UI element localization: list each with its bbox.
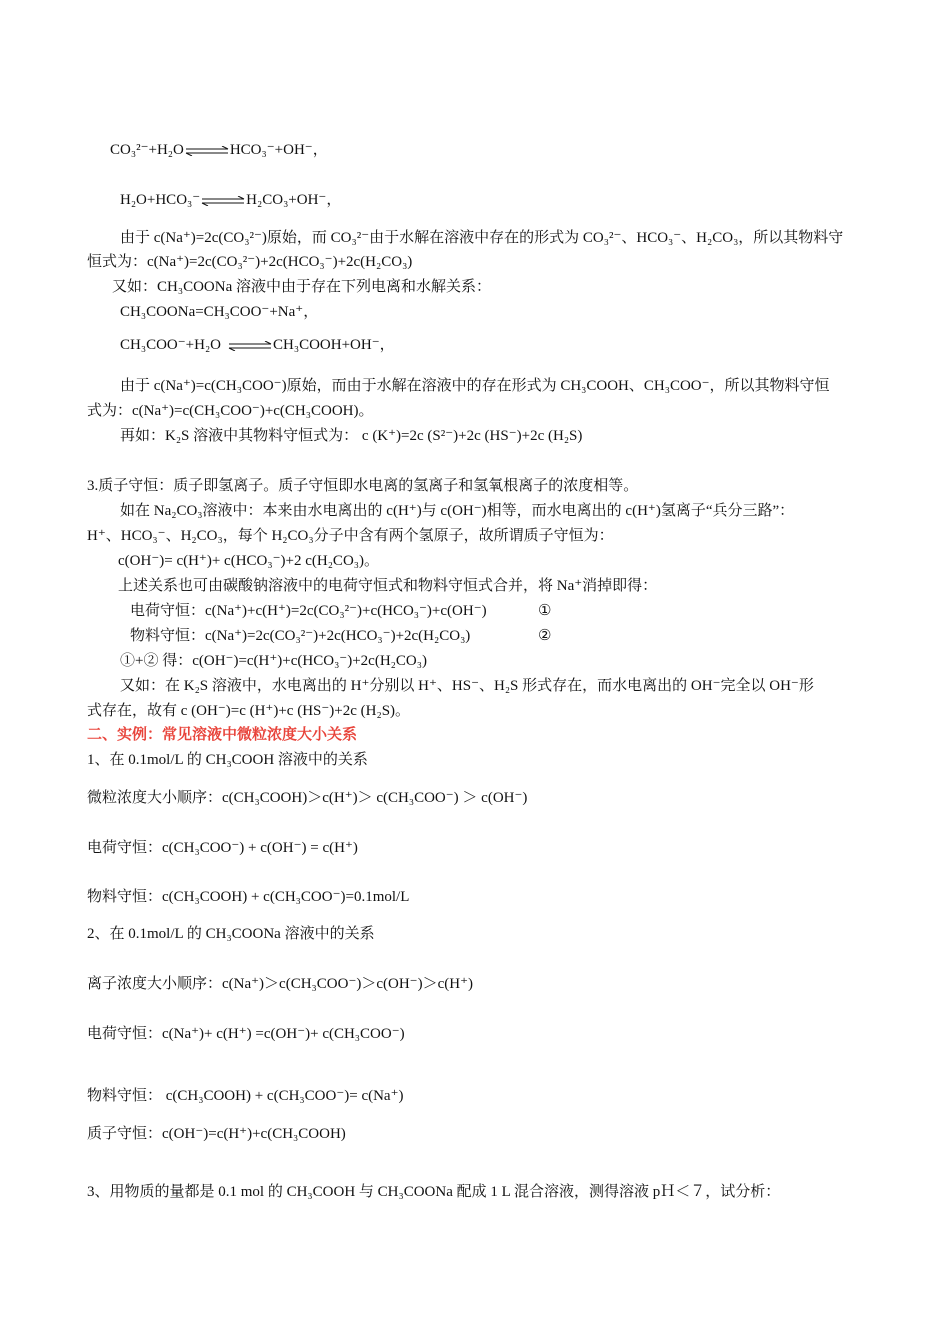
equation-left: CH₃COO⁻+H₂O bbox=[120, 337, 222, 353]
equation-number-1: ① bbox=[538, 603, 552, 619]
equation-na2co3-proton: c(OH⁻)= c(H⁺)+ c(HCO₃⁻)+2 c(H₂CO₃)。 bbox=[118, 553, 379, 569]
equation-acetate-hydrolysis bbox=[120, 335, 395, 355]
equation-number-2: ② bbox=[538, 628, 552, 644]
paragraph-k2s-proton-line2: 式存在，故有 c (OH⁻)=c (H⁺)+c (HS⁻)+2c (H₂S)。 bbox=[87, 703, 411, 719]
charge-balance-text: 电荷守恒：c(Na⁺)+c(H⁺)=2c(CO₃²⁻)+c(HCO₃⁻)+c(OH⁻) bbox=[130, 603, 487, 619]
paragraph-example-ch3coona: 又如：CH₃COONa 溶液中由于存在下列电离和水解关系： bbox=[112, 279, 491, 295]
paragraph-acetate-material-line2: 式为：c(Na⁺)=c(CH₃COO⁻)+c(CH₃COOH)。 bbox=[87, 403, 374, 419]
equation-combined-result: ①+② 得：c(OH⁻)=c(H⁺)+c(HCO₃⁻)+2c(H₂CO₃) bbox=[120, 653, 427, 669]
example-1-material: 物料守恒：c(CH₃COOH) + c(CH₃COO⁻)=0.1mol/L bbox=[87, 889, 410, 905]
equation-right: CH₃COOH+OH⁻， bbox=[273, 337, 395, 353]
section-heading-examples: 二、实例：常见溶液中微粒浓度大小关系 bbox=[87, 727, 358, 743]
paragraph-combine-note: 上述关系也可由碳酸钠溶液中的电荷守恒式和物料守恒式合并，将 Na⁺消掉即得： bbox=[118, 578, 658, 594]
equation-carbonate-hydrolysis-1 bbox=[110, 140, 328, 160]
heading-proton-conservation: 3.质子守恒：质子即氢离子。质子守恒即水电离的氢离子和氢氧根离子的浓度相等。 bbox=[87, 478, 639, 494]
paragraph-material-conservation-line1: 由于 c(Na⁺)=2c(CO₃²⁻)原始，而 CO₃²⁻由于水解在溶液中存在的形式为 CO₃²⁻、HCO₃⁻、H₂CO₃，所以其物料守 bbox=[120, 230, 844, 246]
equation-left: H₂O+HCO₃⁻ bbox=[120, 192, 201, 208]
example-2-title: 2、在 0.1mol/L 的 CH₃COONa 溶液中的关系 bbox=[87, 926, 375, 942]
equation-charge-balance bbox=[130, 601, 487, 621]
paragraph-na2co3-proton-line2: H⁺、HCO₃⁻、H₂CO₃，每个 H₂CO₃分子中含有两个氢原子，故所谓质子守恒为： bbox=[87, 528, 614, 544]
example-1-title: 1、在 0.1mol/L 的 CH₃COOH 溶液中的关系 bbox=[87, 752, 368, 768]
paragraph-na2co3-proton-line1: 如在 Na₂CO₃溶液中：本来由水电离出的 c(H⁺)与 c(OH⁻)相等，而水电离出的 c(H⁺)氢离子“兵分三路”： bbox=[120, 503, 795, 519]
example-1-charge: 电荷守恒：c(CH₃COO⁻) + c(OH⁻) = c(H⁺) bbox=[87, 840, 358, 856]
equilibrium-arrow-icon bbox=[227, 341, 273, 351]
material-balance-text: 物料守恒：c(Na⁺)=2c(CO₃²⁻)+2c(HCO₃⁻)+2c(H₂CO₃) bbox=[130, 628, 471, 644]
paragraph-acetate-material-line1: 由于 c(Na⁺)=c(CH₃COO⁻)原始，而由于水解在溶液中的存在形式为 CH₃COOH、CH₃COO⁻，所以其物料守恒 bbox=[120, 378, 830, 394]
equation-right: H₂CO₃+OH⁻， bbox=[246, 192, 342, 208]
equation-material-balance bbox=[130, 626, 470, 646]
example-2-order: 离子浓度大小顺序：c(Na⁺)＞c(CH₃COO⁻)＞c(OH⁻)＞c(H⁺) bbox=[87, 976, 473, 992]
example-2-material: 物料守恒： c(CH₃COOH) + c(CH₃COO⁻)= c(Na⁺) bbox=[87, 1088, 404, 1104]
paragraph-k2s-proton-line1: 又如：在 K₂S 溶液中，水电离出的 H⁺分别以 H⁺、HS⁻、H₂S 形式存在，而水电离出的 OH⁻完全以 OH⁻形 bbox=[120, 678, 814, 694]
equilibrium-arrow-icon bbox=[184, 146, 230, 156]
example-1-order: 微粒浓度大小顺序：c(CH₃COOH)＞c(H⁺)＞ c(CH₃COO⁻) ＞ c(OH⁻) bbox=[87, 790, 528, 806]
example-3-title: 3、用物质的量都是 0.1 mol 的 CH₃COOH 与 CH₃COONa 配成 1 L 混合溶液，测得溶液 pＨ＜７，试分析： bbox=[87, 1184, 781, 1200]
paragraph-k2s-material: 再如：K₂S 溶液中其物料守恒式为： c (K⁺)=2c (S²⁻)+2c (HS⁻)+2c (H₂S) bbox=[120, 428, 583, 444]
equation-left: CO₃²⁻+H₂O bbox=[110, 142, 184, 158]
paragraph-material-conservation-line2: 恒式为：c(Na⁺)=2c(CO₃²⁻)+2c(HCO₃⁻)+2c(H₂CO₃) bbox=[87, 254, 413, 270]
equation-ch3coona-ionization: CH₃COONa=CH₃COO⁻+Na⁺， bbox=[120, 304, 319, 320]
example-2-proton: 质子守恒：c(OH⁻)=c(H⁺)+c(CH₃COOH) bbox=[87, 1126, 346, 1142]
example-2-charge: 电荷守恒：c(Na⁺)+ c(H⁺) =c(OH⁻)+ c(CH₃COO⁻) bbox=[87, 1026, 405, 1042]
equilibrium-arrow-icon bbox=[200, 196, 246, 206]
equation-right: HCO₃⁻+OH⁻， bbox=[229, 142, 328, 158]
equation-carbonate-hydrolysis-2 bbox=[120, 190, 341, 210]
